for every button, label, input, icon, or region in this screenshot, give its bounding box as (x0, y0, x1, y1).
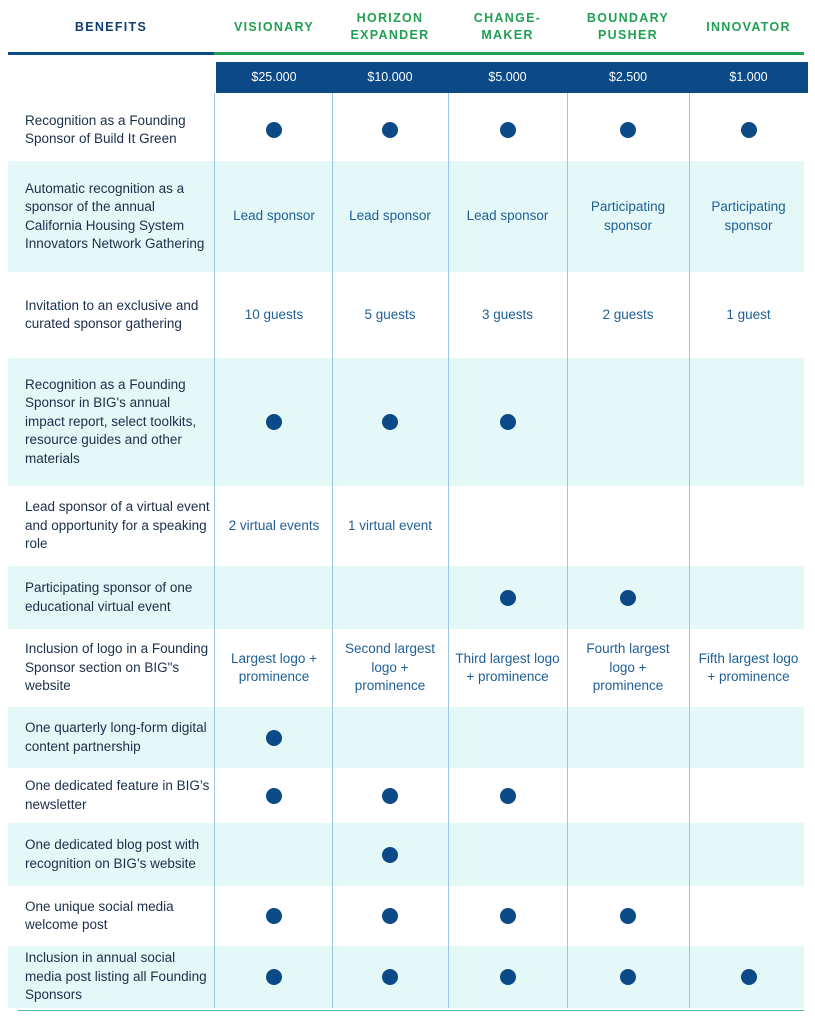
benefit-cell (573, 886, 683, 946)
benefit-cell: Lead sponsor (233, 208, 315, 224)
header-tier-visionary: VISIONARY (234, 19, 314, 34)
price-visionary: $25.000 (251, 70, 297, 84)
benefit-cell: Participating sponsor (590, 199, 666, 233)
included-dot-icon (500, 908, 516, 924)
benefit-cell (454, 358, 561, 486)
header-tier-change-maker: CHANGE- MAKER (473, 11, 542, 42)
benefit-label: Lead sponsor of a virtual event and opportunity for a speaking role (25, 499, 210, 552)
benefit-cell (222, 99, 326, 161)
included-dot-icon (382, 788, 398, 804)
benefit-cell (454, 566, 561, 629)
price-change-maker: $5.000 (488, 70, 527, 84)
column-divider (567, 93, 568, 1008)
included-dot-icon (266, 908, 282, 924)
benefit-cell: 3 guests (481, 306, 534, 322)
included-dot-icon (500, 122, 516, 138)
benefit-label: One quarterly long-form digital content partnership (25, 720, 207, 754)
benefit-cell: Fourth largest logo + prominence (586, 641, 670, 694)
header-tier-innovator: INNOVATOR (706, 19, 791, 34)
included-dot-icon (382, 908, 398, 924)
included-dot-icon (266, 969, 282, 985)
included-dot-icon (266, 788, 282, 804)
benefit-cell: Lead sponsor (349, 208, 431, 224)
benefit-cell: Lead sponsor (466, 208, 549, 224)
included-dot-icon (382, 847, 398, 863)
benefit-cell: Second largest logo + prominence (344, 641, 436, 694)
benefit-cell: 2 guests (602, 306, 654, 322)
benefit-cell: Largest logo + prominence (231, 650, 317, 684)
included-dot-icon (620, 969, 636, 985)
benefit-cell (573, 99, 683, 161)
included-dot-icon (266, 414, 282, 430)
benefit-label: Participating sponsor of one educational virtual event (25, 580, 193, 614)
included-dot-icon (741, 969, 757, 985)
benefit-cell (695, 946, 802, 1008)
benefit-label: One dedicated feature in BIG’s newsletter (25, 778, 210, 812)
included-dot-icon (620, 122, 636, 138)
included-dot-icon (500, 969, 516, 985)
benefit-label: One dedicated blog post with recognition on BIG’s website (25, 837, 200, 871)
benefit-label: Inclusion in annual social media post listing all Founding Sponsors (25, 950, 207, 1003)
price-boundary-pusher: $2.500 (608, 70, 648, 84)
benefit-cell: Fifth largest logo + prominence (698, 650, 799, 684)
included-dot-icon (620, 908, 636, 924)
included-dot-icon (382, 122, 398, 138)
benefit-cell: Third largest logo + prominence (455, 650, 560, 684)
included-dot-icon (382, 414, 398, 430)
header-tier-boundary-pusher: BOUNDARY PUSHER (586, 11, 670, 42)
benefit-cell: 1 guest (726, 306, 771, 322)
benefit-cell (222, 886, 326, 946)
table-bottom-rule (18, 1010, 804, 1011)
benefit-label: Recognition as a Founding Sponsor of Build It Green (25, 112, 186, 146)
benefit-cell: 10 guests (244, 306, 304, 322)
benefit-cell (454, 886, 561, 946)
benefit-cell (454, 946, 561, 1008)
header-tier-horizon-expander: HORIZON EXPANDER (350, 11, 430, 42)
benefit-cell (338, 886, 442, 946)
benefit-cell (454, 768, 561, 823)
benefit-cell: 1 virtual event (347, 517, 433, 533)
benefit-label: Recognition as a Founding Sponsor in BIG's annual impact report, select toolkits, resource guides and other materials (25, 376, 197, 466)
included-dot-icon (620, 590, 636, 606)
benefit-cell (573, 946, 683, 1008)
header-underline-benefits (8, 52, 214, 55)
included-dot-icon (266, 730, 282, 746)
benefit-cell (222, 946, 326, 1008)
benefit-cell: Participating sponsor (711, 199, 786, 233)
benefit-cell (338, 358, 442, 486)
benefit-cell (338, 99, 442, 161)
header-benefits: BENEFITS (74, 19, 148, 34)
benefit-cell (222, 707, 326, 768)
benefit-label: Automatic recognition as a sponsor of the annual California Housing System Innovators Network Gathering (25, 180, 205, 251)
included-dot-icon (500, 414, 516, 430)
benefit-cell (454, 99, 561, 161)
benefit-cell (338, 768, 442, 823)
included-dot-icon (266, 122, 282, 138)
benefit-cell (338, 823, 442, 886)
column-divider (689, 93, 690, 1008)
column-divider (214, 93, 215, 1008)
benefit-cell: 2 virtual events (228, 517, 320, 533)
benefit-cell: 5 guests (364, 306, 416, 322)
benefit-cell (222, 358, 326, 486)
benefit-cell (338, 946, 442, 1008)
included-dot-icon (382, 969, 398, 985)
benefit-label: Inclusion of logo in a Founding Sponsor section on BIG"s website (25, 641, 209, 694)
column-divider (448, 93, 449, 1008)
included-dot-icon (500, 590, 516, 606)
column-divider (332, 93, 333, 1008)
benefit-cell (695, 99, 802, 161)
benefit-label: Invitation to an exclusive and curated sponsor gathering (25, 297, 199, 331)
price-horizon-expander: $10.000 (367, 70, 413, 84)
price-innovator: $1.000 (729, 70, 768, 84)
benefit-label: One unique social media welcome post (25, 898, 174, 932)
included-dot-icon (741, 122, 757, 138)
included-dot-icon (500, 788, 516, 804)
benefit-cell (573, 566, 683, 629)
benefit-cell (222, 768, 326, 823)
